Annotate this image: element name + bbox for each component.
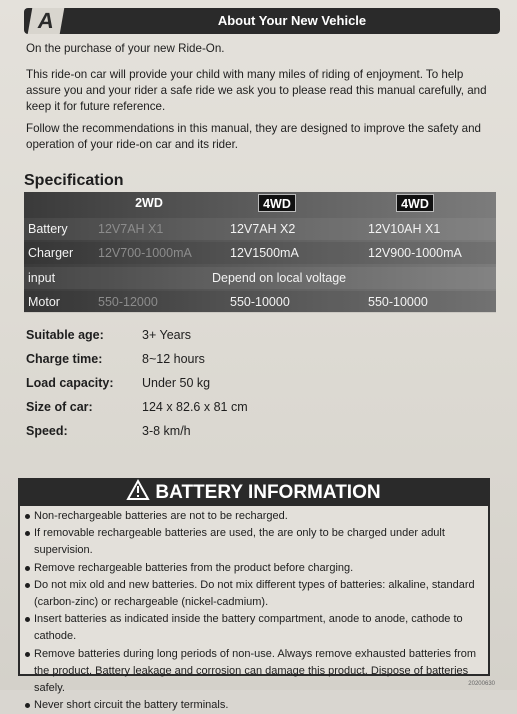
battery-information-header [20,480,488,506]
intro-paragraph-3: Follow the recommendations in this manual, they are designed to improve the safety and operation of your ride-on car and its rider. [26,122,481,151]
detail-value: 124 x 82.6 x 81 cm [142,400,248,414]
list-item [26,325,326,349]
table-cell: 12V7AH X2 [230,222,296,236]
detail-value: 8~12 hours [142,352,205,366]
table-row [24,291,496,313]
list-item [26,397,326,421]
specification-table [24,192,496,312]
detail-key: Speed: [26,424,68,438]
intro-paragraph-2: This ride-on car will provide your child with many miles of riding of enjoyment. To help assure you and your rider a safe ride we ask you to please read this manual carefully, and keep it for future reference. [26,68,487,113]
details-list [26,325,326,445]
row-label-charger: Charger [28,246,74,260]
intro-paragraph-1: On the purchase of your new Ride-On. [26,42,225,55]
table-cell: 550-10000 [230,295,290,309]
column-header-2wd: 2WD [135,196,163,210]
detail-key: Load capacity: [26,376,114,390]
warning-icon [127,480,149,500]
table-row [24,218,496,240]
list-item: Insert batteries as indicated inside the battery compartment, anode to anode, cathode to cathode. [24,611,484,645]
specification-heading: Specification [24,172,124,189]
section-header [24,8,500,34]
row-label-motor: Motor [28,295,60,309]
section-title: About Your New Vehicle [217,13,367,28]
row-label-input: input [28,271,56,285]
section-letter: A [28,8,65,34]
battery-warnings-list [24,508,484,714]
list-item: Remove batteries during long periods of non-use. Always remove exhausted batteries from the product. Battery leakage and corrosion can damage this product. Dispose of batteries safely. [24,646,484,698]
table-header-row [24,192,496,214]
print-code: 20200630 [468,681,495,687]
list-item: Never short circuit the battery terminals. [24,697,484,714]
table-cell: 550-10000 [368,295,428,309]
list-item [26,349,326,373]
table-cell: 550-12000 [98,295,158,309]
list-item [26,373,326,397]
detail-value: 3+ Years [142,328,192,342]
list-item: If removable rechargeable batteries are used, the are only to be charged under adult supervision. [24,525,484,559]
column-header-4wd-a: 4WD [258,194,296,212]
table-cell: 12V900-1000mA [368,246,462,260]
row-label-battery: Battery [28,222,68,236]
detail-key: Size of car: [26,400,93,414]
table-cell: 12V7AH X1 [98,222,164,236]
detail-value: Under 50 kg [142,376,211,390]
detail-key: Suitable age: [26,328,104,342]
battery-information-title: BATTERY INFORMATION [155,482,381,503]
table-row [24,242,496,264]
table-cell: 12V1500mA [230,246,299,260]
column-header-4wd-b: 4WD [396,194,434,212]
table-cell: 12V700-1000mA [98,246,192,260]
list-item: Remove rechargeable batteries from the product before charging. [24,560,484,577]
table-cell: Depend on local voltage [212,271,347,285]
list-item [26,421,326,445]
detail-value: 3-8 km/h [142,424,191,438]
list-item: Non-rechargeable batteries are not to be recharged. [24,508,484,525]
list-item: Do not mix old and new batteries. Do not mix different types of batteries: alkaline, standard (carbon-zinc) or rechargeable (nickel-cadmium). [24,577,484,611]
detail-key: Charge time: [26,352,103,366]
table-row [24,267,496,289]
table-cell: 12V10AH X1 [368,222,441,236]
